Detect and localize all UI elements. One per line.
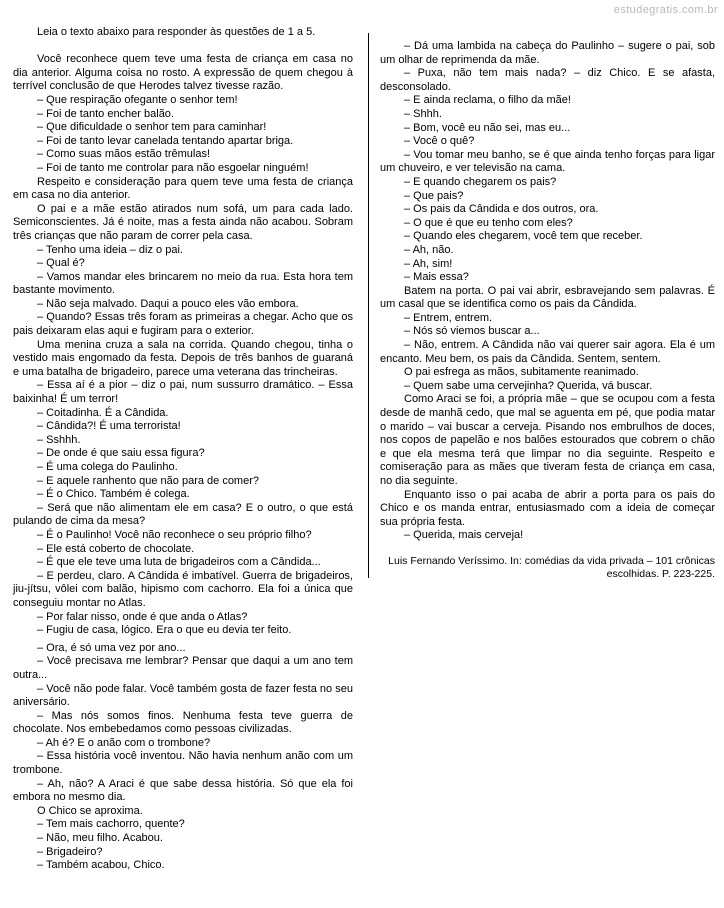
text-paragraph: Enquanto isso o pai acaba de abrir a porta para os pais do Chico e os manda entrar, entusiasmado com a ideia de começar sua própria festa. bbox=[380, 488, 715, 528]
text-paragraph: – Cândida?! É uma terrorista! bbox=[37, 420, 181, 433]
text-paragraph: – E aquele ranhento que não para de comer? bbox=[37, 474, 259, 487]
watermark: estudegratis.com.br bbox=[613, 4, 718, 16]
text-paragraph: – Shhh. bbox=[404, 107, 442, 120]
text-paragraph: Leia o texto abaixo para responder às questões de 1 a 5. bbox=[37, 26, 316, 38]
text-paragraph: – Bom, você eu não sei, mas eu... bbox=[404, 121, 571, 134]
text-paragraph: – Por falar nisso, onde é que anda o Atlas? bbox=[37, 610, 248, 623]
text-paragraph: Respeito e consideração para quem teve uma festa de criança em casa no dia anterior. bbox=[13, 175, 353, 202]
text-paragraph: – Vou tomar meu banho, se é que ainda tenho forças para ligar um chuveiro, e ver televisão na cama. bbox=[380, 148, 715, 175]
text-paragraph: – Puxa, não tem mais nada? – diz Chico. E se afasta, desconsolado. bbox=[380, 67, 715, 93]
text-paragraph: – Essa história você inventou. Não havia nenhum anão com um trombone. bbox=[13, 750, 353, 777]
text-paragraph: – É que ele teve uma luta de brigadeiros com a Cândida... bbox=[37, 556, 321, 569]
text-paragraph: Batem na porta. O pai vai abrir, esbravejando sem palavras. É um casal que se identifica como os pais da Cândida. bbox=[380, 284, 715, 311]
text-paragraph: – E perdeu, claro. A Cândida é imbatível. Guerra de brigadeiros, jiu-jítsu, vôlei com balão, hipismo com cachorro. Ela foi a única que conseguiu montar no Atlas. bbox=[13, 569, 353, 609]
text-paragraph: – Ele está coberto de chocolate. bbox=[37, 542, 195, 555]
text-paragraph: – Quando eles chegarem, você tem que receber. bbox=[404, 230, 643, 243]
text-paragraph: O Chico se aproxima. bbox=[37, 804, 143, 817]
text-paragraph: – Dá uma lambida na cabeça do Paulinho – sugere o pai, sob um olhar de reprimenda da mãe. bbox=[380, 40, 715, 66]
text-paragraph: O pai esfrega as mãos, subitamente reanimado. bbox=[404, 366, 639, 379]
text-paragraph: – Essa aí é a pior – diz o pai, num sussurro dramático. – Essa baixinha! É um terror! bbox=[13, 379, 353, 406]
left-column bbox=[13, 26, 353, 873]
text-paragraph: – Entrem, entrem. bbox=[404, 311, 493, 324]
text-paragraph: – Que dificuldade o senhor tem para caminhar! bbox=[37, 121, 267, 134]
text-paragraph: – É o Paulinho! Você não reconhece o seu próprio filho? bbox=[37, 528, 312, 541]
text-paragraph: – Ah, não? A Araci é que sabe dessa história. Só que ela foi embora no mesmo dia. bbox=[13, 777, 353, 804]
text-paragraph: – Nós só viemos buscar a... bbox=[404, 325, 540, 338]
text-paragraph: – Não, entrem. A Cândida não vai querer sair agora. Ela é um encanto. Meu bem, os pais da Cândida. Sentem, sentem. bbox=[380, 339, 715, 365]
text-paragraph: Como Araci se foi, a própria mãe – que se ocupou com a festa desde de manhã cedo, que mal se aguenta em pé, que podia matar o marido – vai buscar a cerveja. Pisando nos embrulhos de doces, nos copos de papelão e nos balões estourados que cobrem o chão e que ela mesma terá que limpar no dia seguinte. Respeito e comiseração para as mães que tiveram festa de criança em casa, no dia seguinte. bbox=[380, 393, 715, 487]
text-paragraph: – Foi de tanto levar canelada tentando apartar briga. bbox=[37, 134, 294, 147]
text-paragraph: – Quando? Essas três foram as primeiras a chegar. Acho que os pais deixaram elas aqui e fugiram para o exterior. bbox=[13, 311, 353, 338]
text-paragraph: – Você não pode falar. Você também gosta de fazer festa no seu aniversário. bbox=[13, 682, 353, 709]
text-paragraph: – Brigadeiro? bbox=[37, 845, 103, 858]
text-paragraph: – Quem sabe uma cervejinha? Querida, vá buscar. bbox=[404, 379, 653, 392]
text-paragraph: O pai e a mãe estão atirados num sofá, um para cada lado. Semiconscientes. Já é noite, mas a festa ainda não acabou. Sobram três crianças que não param de correr pela casa. bbox=[13, 202, 353, 242]
text-paragraph: – O que é que eu tenho com eles? bbox=[404, 216, 573, 229]
text-paragraph: – Tenho uma ideia – diz o pai. bbox=[37, 243, 183, 256]
text-paragraph: – Ah, sim! bbox=[404, 257, 453, 270]
text-paragraph: – É uma colega do Paulinho. bbox=[37, 461, 178, 473]
text-paragraph: – É o Chico. Também é colega. bbox=[37, 488, 190, 501]
text-paragraph: – Como suas mãos estão trêmulas! bbox=[37, 148, 211, 161]
text-paragraph: – Tem mais cachorro, quente? bbox=[37, 818, 185, 831]
right-column bbox=[380, 40, 715, 582]
text-paragraph: – Que respiração ofegante o senhor tem! bbox=[37, 93, 238, 106]
text-paragraph: – E quando chegarem os pais? bbox=[404, 175, 557, 188]
text-paragraph: – Vamos mandar eles brincarem no meio da rua. Esta hora tem bastante movimento. bbox=[13, 270, 353, 297]
text-paragraph: – Não seja malvado. Daqui a pouco eles vão embora. bbox=[37, 297, 299, 310]
text-paragraph: – Que pais? bbox=[404, 189, 464, 202]
text-paragraph: – Foi de tanto me controlar para não esgoelar ninguém! bbox=[37, 161, 309, 174]
text-paragraph: – Sshhh. bbox=[37, 433, 81, 446]
text-paragraph: – Fugiu de casa, lógico. Era o que eu devia ter feito. bbox=[37, 624, 292, 637]
text-paragraph: – Ah, não. bbox=[404, 243, 454, 256]
column-divider bbox=[368, 33, 369, 578]
text-paragraph: – Mas nós somos finos. Nenhuma festa teve guerra de chocolate. Nos embebedamos como pessoas civilizadas. bbox=[13, 709, 353, 736]
text-paragraph: – Será que não alimentam ele em casa? E o outro, o que está pulando de cima da mesa? bbox=[13, 501, 353, 528]
text-paragraph: – Querida, mais cerveja! bbox=[404, 529, 524, 542]
text-paragraph: Você reconhece quem teve uma festa de criança em casa no dia anterior. Alguma coisa no rosto. A expressão de quem chegou à terrível conclusão de que Herodes talvez tivesse razão. bbox=[13, 53, 353, 93]
text-paragraph: – Os pais da Cândida e dos outros, ora. bbox=[404, 203, 599, 216]
text-paragraph: – Você o quê? bbox=[404, 135, 475, 148]
right-column-text bbox=[380, 40, 715, 543]
text-paragraph: Uma menina cruza a sala na corrida. Quando chegou, tinha o vestido mais engomado da festa. Depois de três banhos de guaraná e uma batalha de brigadeiro, parece uma veterana das trincheiras. bbox=[13, 338, 353, 378]
text-paragraph: – Ora, é só uma vez por ano... bbox=[37, 641, 186, 654]
text-paragraph: – De onde é que saiu essa figura? bbox=[37, 447, 205, 460]
text-paragraph: – E ainda reclama, o filho da mãe! bbox=[404, 94, 571, 107]
text-paragraph: – Não, meu filho. Acabou. bbox=[37, 832, 163, 845]
text-paragraph: – Coitadinha. É a Cândida. bbox=[37, 406, 169, 419]
text-paragraph: – Ah é? E o anão com o trombone? bbox=[37, 736, 211, 749]
text-paragraph: – Também acabou, Chico. bbox=[37, 859, 165, 872]
text-paragraph: – Qual é? bbox=[37, 257, 85, 270]
text-paragraph: – Mais essa? bbox=[404, 271, 469, 284]
citation: Luis Fernando Veríssimo. In: comédias da vida privada – 101 crônicas escolhidas. P. 223-225. bbox=[388, 554, 715, 581]
text-paragraph: – Você precisava me lembrar? Pensar que daqui a um ano tem outra... bbox=[13, 655, 353, 681]
text-paragraph: – Foi de tanto encher balão. bbox=[37, 107, 174, 120]
